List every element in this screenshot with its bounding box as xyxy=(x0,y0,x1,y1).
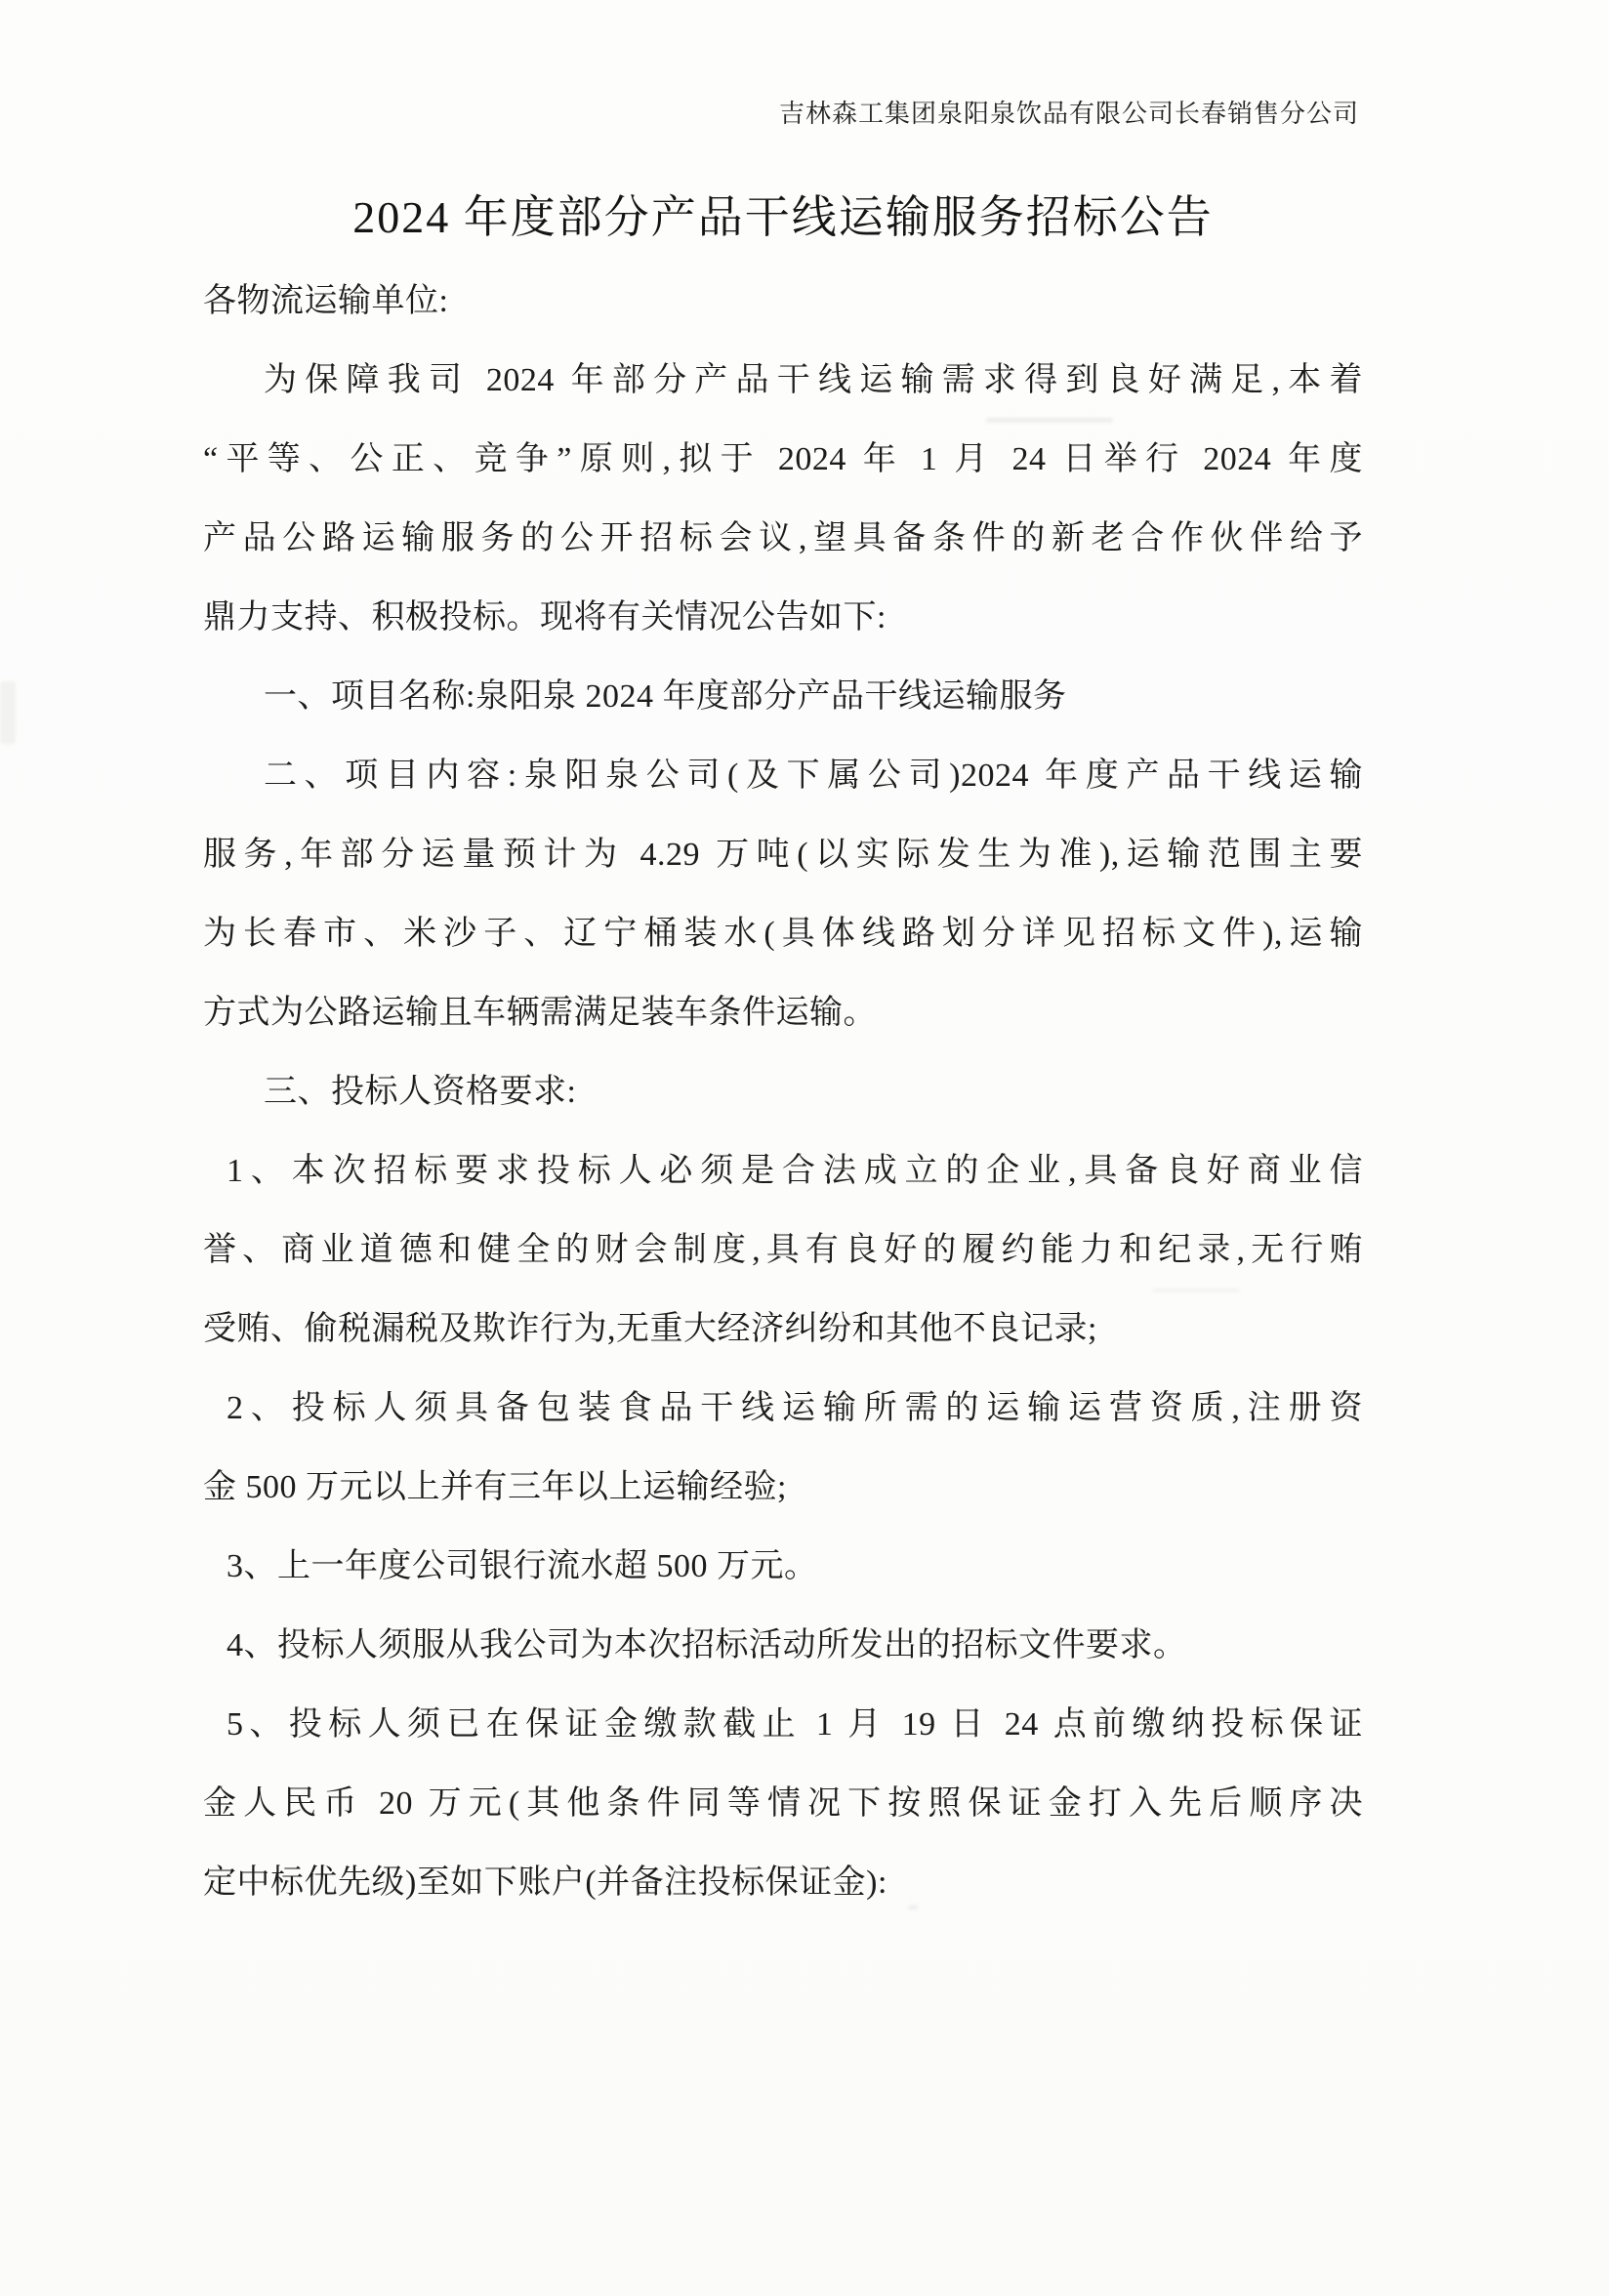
document-line: 受贿、偷税漏税及欺诈行为,无重大经济纠纷和其他不良记录; xyxy=(203,1311,1097,1347)
scan-artifact xyxy=(0,681,16,744)
document-line: 服务,年部分运量预计为 4.29 万吨(以实际发生为准),运输范围主要 xyxy=(203,837,1363,873)
document-line: 金 500 万元以上并有三年以上运输经验; xyxy=(203,1469,787,1505)
company-header: 吉林森工集团泉阳泉饮品有限公司长春销售分公司 xyxy=(778,100,1359,128)
document-line: 二、项目内容:泉阳泉公司(及下属公司)2024 年度产品干线运输 xyxy=(264,758,1363,794)
document-line: 鼎力支持、积极投标。现将有关情况公告如下: xyxy=(203,599,887,636)
document-line: 1、本次招标要求投标人必须是合法成立的企业,具备良好商业信 xyxy=(227,1153,1363,1189)
document-line: 方式为公路运输且车辆需满足装车条件运输。 xyxy=(203,995,877,1031)
document-line: 三、投标人资格要求: xyxy=(264,1074,577,1110)
document-line: 为长春市、米沙子、辽宁桶装水(具体线路划分详见招标文件),运输 xyxy=(203,916,1363,952)
document-line: 4、投标人须服从我公司为本次招标活动所发出的招标文件要求。 xyxy=(227,1627,1187,1663)
document-line: 定中标优先级)至如下账户(并备注投标保证金): xyxy=(203,1865,887,1901)
document-line: 金人民币 20 万元(其他条件同等情况下按照保证金打入先后顺序决 xyxy=(203,1785,1363,1822)
document-line: 2、投标人须具备包装食品干线运输所需的运输运营资质,注册资 xyxy=(227,1390,1363,1426)
document-line: 誉、商业道德和健全的财会制度,具有良好的履约能力和纪录,无行贿 xyxy=(203,1232,1363,1268)
document-line: 一、项目名称:泉阳泉 2024 年度部分产品干线运输服务 xyxy=(264,678,1067,715)
document-line: 5、投标人须已在保证金缴款截止 1 月 19 日 24 点前缴纳投标保证 xyxy=(227,1706,1363,1742)
document-line: “平等、公正、竞争”原则,拟于 2024 年 1 月 24 日举行 2024 年度 xyxy=(203,441,1363,477)
document-line: 3、上一年度公司银行流水超 500 万元。 xyxy=(227,1548,818,1584)
document-line: 为保障我司 2024 年部分产品干线运输需求得到良好满足,本着 xyxy=(264,362,1363,398)
document-body xyxy=(203,262,1363,1922)
document-line: 产品公路运输服务的公开招标会议,望具备条件的新老合作伙伴给予 xyxy=(203,520,1363,556)
document-line: 各物流运输单位: xyxy=(203,283,449,319)
document-title: 2024 年度部分产品干线运输服务招标公告 xyxy=(352,192,1214,242)
